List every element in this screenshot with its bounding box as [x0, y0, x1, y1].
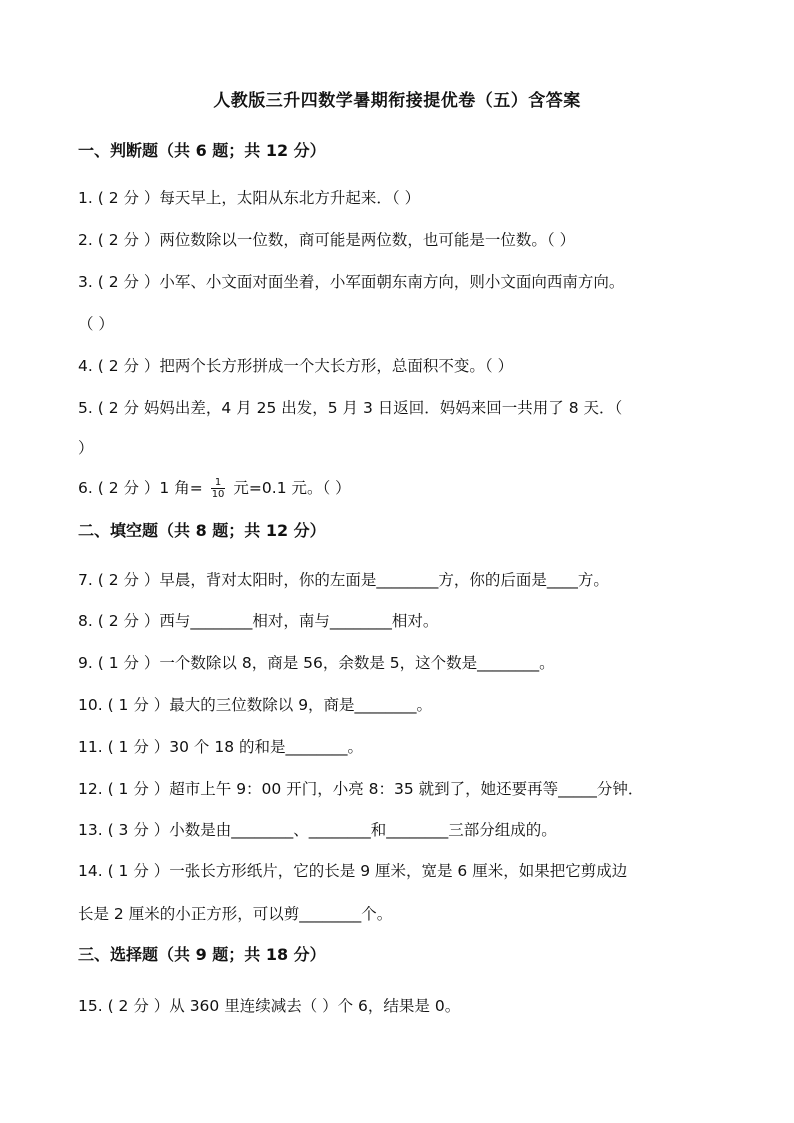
question-6: [78, 476, 351, 500]
question-14-continuation: 长是 2 厘米的小正方形，可以剪________个。: [78, 905, 393, 923]
question-4: 4. ( 2 分 ）把两个长方形拼成一个大长方形，总面积不变。（ ）: [78, 357, 514, 375]
question-5-continuation: ）: [78, 439, 94, 457]
question-6-prefix: 6. ( 2 分 ）1 角=: [78, 479, 203, 497]
question-5: 5. ( 2 分 妈妈出差，4 月 25 出发，5 月 3 日返回．妈妈来回一共用了 8 天．（: [78, 399, 623, 417]
section-heading-judgement: 一、判断题（共 6 题；共 12 分）: [78, 141, 326, 160]
question-1: 1. ( 2 分 ）每天早上，太阳从东北方升起来．（ ）: [78, 189, 421, 207]
question-15: 15. ( 2 分 ）从 360 里连续减去（ ）个 6，结果是 0。: [78, 997, 461, 1015]
section-heading-multiple-choice: 三、选择题（共 9 题；共 18 分）: [78, 945, 326, 964]
question-2: 2. ( 2 分 ）两位数除以一位数，商可能是两位数，也可能是一位数。（ ）: [78, 231, 576, 249]
question-14: 14. ( 1 分 ）一张长方形纸片，它的长是 9 厘米，宽是 6 厘米，如果把它剪成边: [78, 862, 628, 880]
page-title: 人教版三升四数学暑期衔接提优卷（五）含答案: [213, 91, 581, 111]
fraction-numerator: 1: [211, 477, 226, 489]
question-11: 11. ( 1 分 ）30 个 18 的和是________。: [78, 738, 363, 756]
question-9: 9. ( 1 分 ）一个数除以 8，商是 56，余数是 5，这个数是________。: [78, 654, 555, 672]
question-3: 3. ( 2 分 ）小军、小文面对面坐着，小军面朝东南方向，则小文面向西南方向。: [78, 273, 625, 291]
question-10: 10. ( 1 分 ）最大的三位数除以 9，商是________。: [78, 696, 433, 714]
question-12: 12. ( 1 分 ）超市上午 9：00 开门，小亮 8：35 就到了，她还要再等_____分钟．: [78, 780, 644, 798]
question-8: 8. ( 2 分 ）西与________相对，南与________相对。: [78, 612, 439, 630]
question-7: 7. ( 2 分 ）早晨，背对太阳时，你的左面是________方，你的后面是____方。: [78, 571, 609, 589]
fraction-denominator: 10: [211, 489, 225, 500]
question-6-suffix: 元=0.1 元。（ ）: [233, 479, 351, 497]
section-heading-fill-in: 二、填空题（共 8 题；共 12 分）: [78, 521, 326, 540]
fraction-one-tenth: [211, 477, 226, 500]
question-3-continuation: （ ）: [78, 315, 114, 333]
question-13: 13. ( 3 分 ）小数是由________、________和________三部分组成的。: [78, 821, 557, 839]
